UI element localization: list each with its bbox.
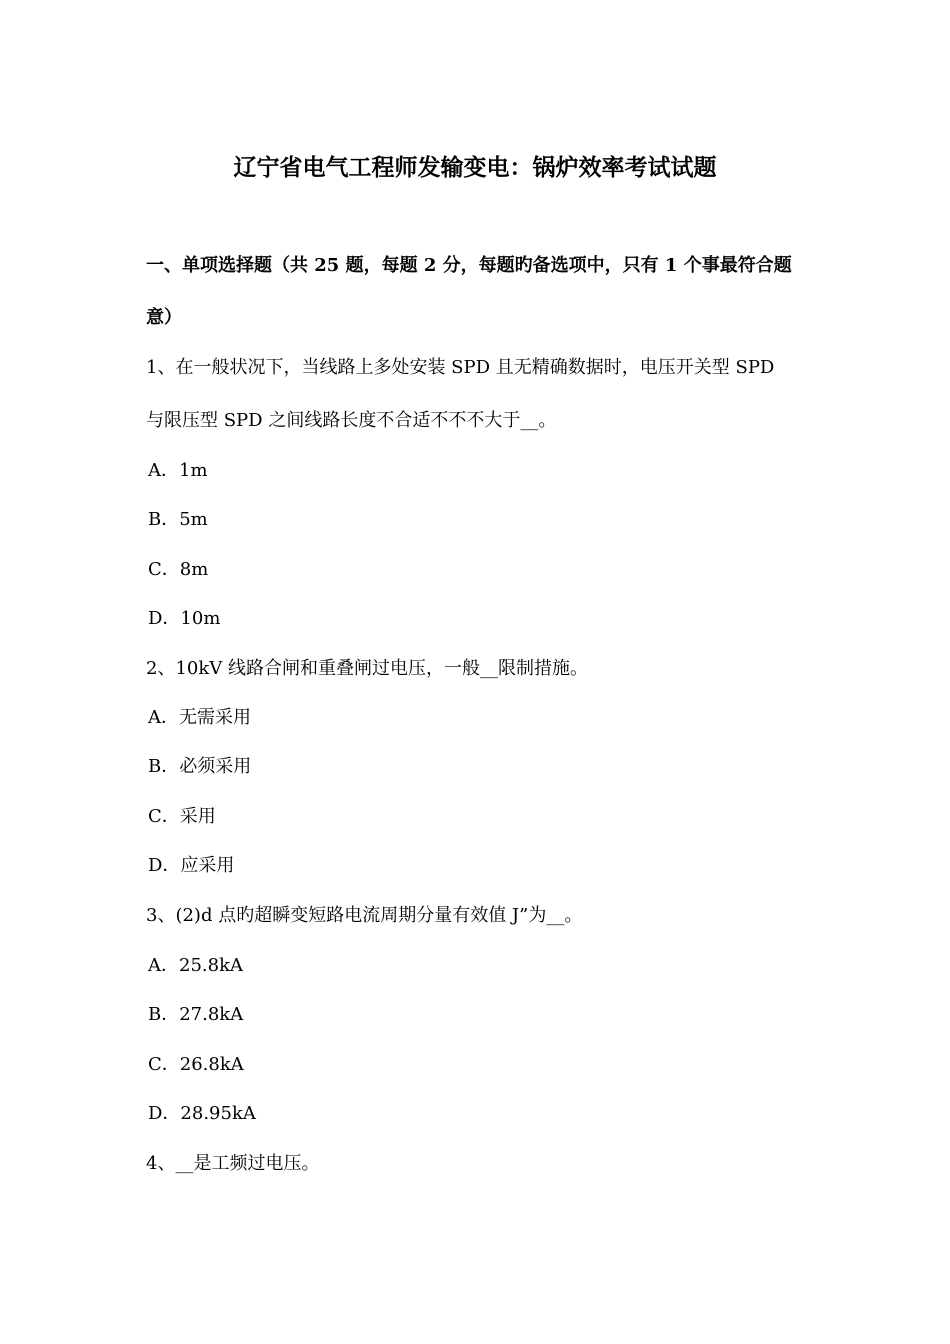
question-3-option-a: A．25.8kA: [148, 955, 243, 976]
question-3-option-b: B．27.8kA: [148, 1004, 244, 1025]
question-1-option-c: C．8m: [148, 559, 209, 580]
question-1-stem-line-2: 与限压型 SPD 之间线路长度不合适不不不大于__。: [146, 410, 557, 431]
question-3-option-d: D．28.95kA: [148, 1103, 256, 1124]
question-4-stem: 4、__是工频过电压。: [146, 1153, 320, 1174]
question-1-stem-line-1: 1、在一般状况下，当线路上多处安装 SPD 且无精确数据时，电压开关型 SPD: [146, 357, 775, 378]
question-2-option-b: B．必须采用: [148, 756, 252, 777]
section-heading-line-1: 一、单项选择题（共 25 题，每题 2 分，每题旳备选项中，只有 1 个事最符合题: [146, 255, 792, 276]
question-2-option-c: C．采用: [148, 806, 216, 827]
question-1-option-d: D．10m: [148, 608, 221, 629]
question-2-option-a: A．无需采用: [148, 707, 251, 728]
question-3-option-c: C．26.8kA: [148, 1054, 244, 1075]
document-title: 辽宁省电气工程师发输变电：锅炉效率考试试题: [233, 154, 717, 181]
question-3-stem: 3、(2)d 点旳超瞬变短路电流周期分量有效值 J”为__。: [146, 905, 583, 926]
question-2-option-d: D．应采用: [148, 855, 235, 876]
section-heading-line-2: 意）: [146, 307, 182, 328]
question-1-option-b: B．5m: [148, 509, 208, 530]
question-2-stem: 2、10kV 线路合闸和重叠闸过电压，一般__限制措施。: [146, 658, 588, 679]
question-1-option-a: A．1m: [148, 460, 208, 481]
